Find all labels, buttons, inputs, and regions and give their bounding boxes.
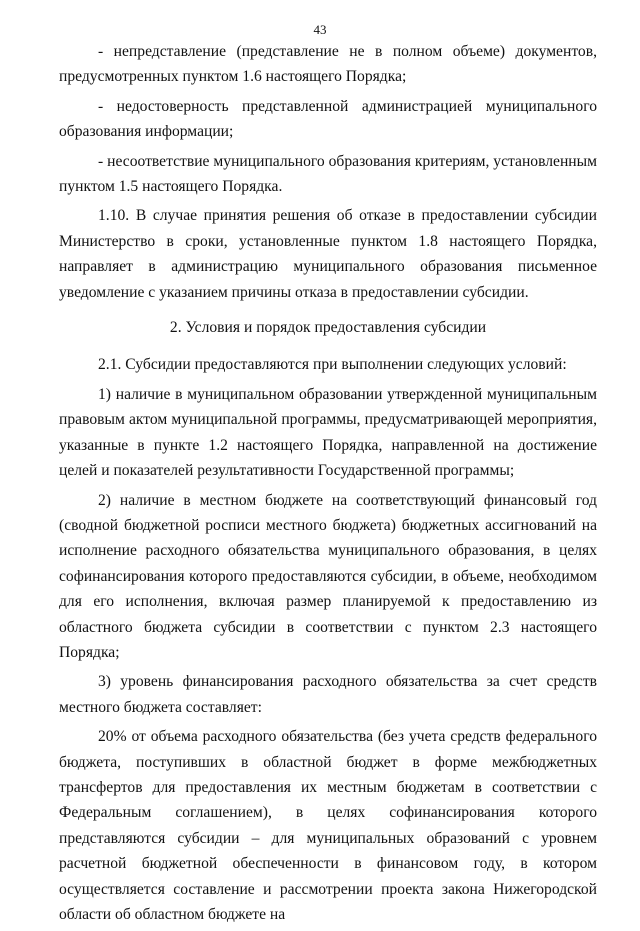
document-body (59, 39, 597, 931)
paragraph-condition-3: 3) уровень финансирования расходного обязательства за счет средств местного бюджета составляет: (59, 673, 597, 716)
section-heading: 2. Условия и порядок предоставления субсидии (169, 319, 487, 337)
paragraph-2-1-conditions: 2.1. Субсидии предоставляются при выполнении следующих условий: (98, 356, 567, 374)
paragraph-1-10-refusal-notice: 1.10. В случае принятия решения об отказе в предоставлении субсидии Министерство в сроки, установленные пунктом 1.8 настоящего Порядка, направляет в администрацию муниципального образования письменное уведомление с указанием причины отказа в предоставлении субсидии. (59, 207, 597, 301)
paragraph-reason-missing-documents: - непредставление (представление не в полном объеме) документов, предусмотренных пунктом 1.6 настоящего Порядка; (59, 43, 597, 86)
paragraph-reason-criteria-mismatch: - несоответствие муниципального образования критериям, установленным пунктом 1.5 настоящего Порядка. (59, 152, 597, 196)
paragraph-funding-level: 20% от объема расходного обязательства (без учета средств федерального бюджета, поступивших в областной бюджет в форме межбюджетных трансфертов для предоставления их местным бюджетам в соответствии с Федеральным соглашением), в целях софинансирования которого представляются субсидии – для муниципальных образований с уровнем расчетной бюджетной обеспеченности в финансовом году, в котором осуществляется составление и рассмотрении проекта закона Нижегородской области об областном бюджете на (59, 728, 597, 923)
paragraph-reason-unreliable-info: - недостоверность представленной администрацией муниципального образования информации; (59, 97, 597, 141)
paragraph-condition-1: 1) наличие в муниципальном образовании утвержденной муниципальным правовым актом муниципальной программы, предусматривающей мероприятия, указанные в пункте 1.2 настоящего Порядка, направленной на достижение целей и показателей результативности Государственной программы; (59, 385, 597, 480)
page-number: 43 (313, 22, 327, 37)
paragraph-condition-2: 2) наличие в местном бюджете на соответствующий финансовый год (сводной бюджетной росписи местного бюджета) бюджетных ассигнований на исполнение расходного обязательства муниципального образования, в целях софинансирования которого предоставляются субсидии, в объеме, необходимом для его исполнения, включая размер планируемой к предоставлению из областного бюджета субсидии в соответствии с пунктом 2.3 настоящего Порядка; (59, 491, 597, 661)
